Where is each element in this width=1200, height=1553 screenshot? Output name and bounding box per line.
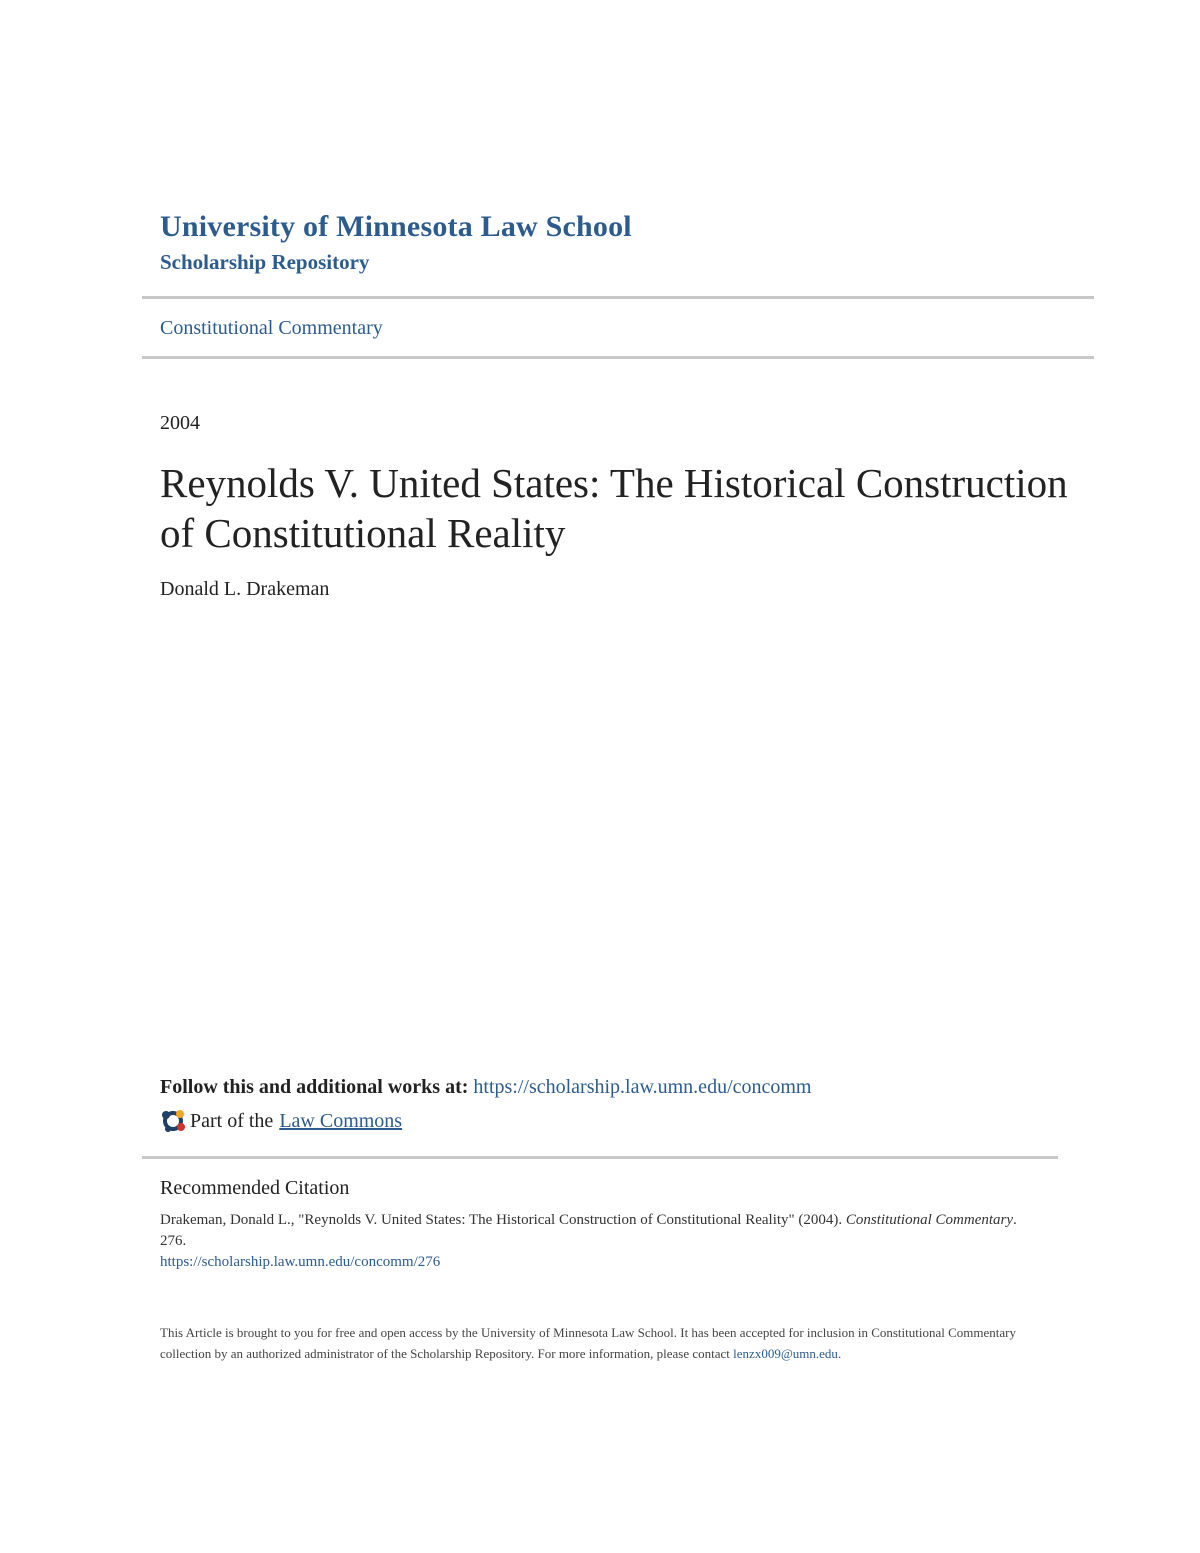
- citation-journal: Constitutional Commentary: [845, 1212, 1014, 1228]
- follow-url-link[interactable]: https://scholarship.law.umn.edu/concomm: [473, 1076, 812, 1098]
- access-notice: [160, 1322, 1050, 1364]
- recommended-citation-heading: Recommended Citation: [160, 1177, 350, 1199]
- law-commons-link[interactable]: Law Commons: [279, 1109, 403, 1132]
- commons-network-icon: [160, 1108, 186, 1134]
- part-of-label: Part of the: [190, 1109, 274, 1132]
- part-of-line: [160, 1108, 402, 1134]
- author-name: Donald L. Drakeman: [160, 578, 330, 600]
- citation-divider: [142, 1156, 1058, 1159]
- contact-email-link[interactable]: lenzx009@umn.edu: [733, 1346, 838, 1361]
- access-notice-text: This Article is brought to you for free and open access by the University of Minnesota Law School. It has been accepted for inclusion in Constitutional Commentary collection by an authorized administrator of the Scholarship Repository. For more information, please contact: [160, 1325, 1016, 1361]
- citation-suffix: . 276.: [160, 1212, 1017, 1249]
- follow-line: [160, 1076, 812, 1099]
- citation-block: [160, 1210, 1040, 1273]
- repository-subtitle: Scholarship Repository: [160, 250, 370, 274]
- header-divider-bottom: [142, 356, 1094, 359]
- citation-url-link[interactable]: https://scholarship.law.umn.edu/concomm/276: [160, 1254, 441, 1270]
- article-title: Reynolds V. United States: The Historical Construction of Constitutional Reality: [160, 460, 1068, 556]
- publication-year: 2004: [160, 412, 200, 434]
- header-divider-top: [142, 296, 1094, 299]
- collection-link[interactable]: Constitutional Commentary: [160, 317, 383, 339]
- access-notice-end: .: [837, 1346, 842, 1361]
- citation-text: Drakeman, Donald L., "Reynolds V. United States: The Historical Construction of Constitutional Reality" (2004).: [160, 1212, 846, 1228]
- follow-label: Follow this and additional works at:: [160, 1076, 474, 1098]
- institution-title: University of Minnesota Law School: [160, 210, 632, 243]
